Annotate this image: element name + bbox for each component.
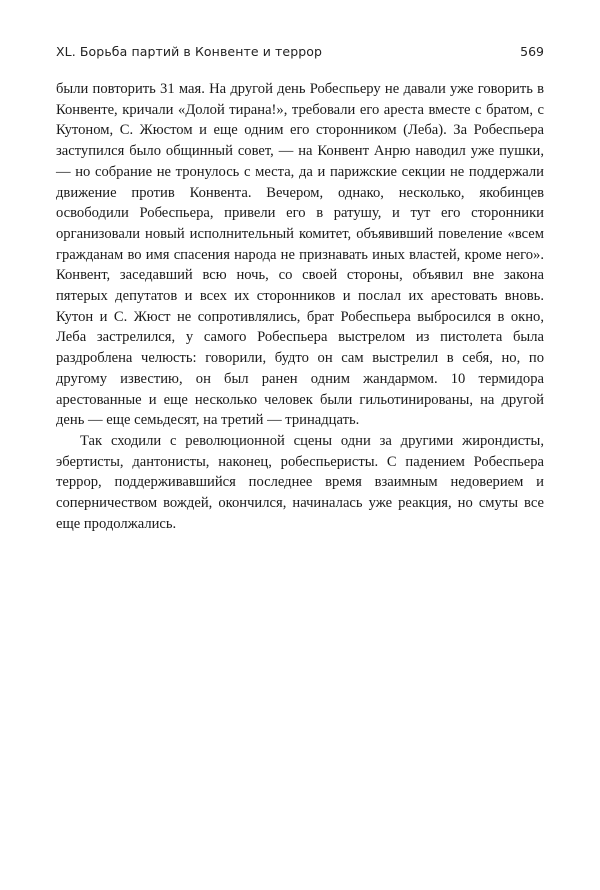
paragraph-continued: были повторить 31 мая. На другой день Робеспьеру не давали уже говорить в Конвенте, кричали «Долой тирана!», требовали его ареста вместе с братом, с Кутоном, С. Жюстом и еще одним его сторонником (Леба). За Робеспьера заступился было общинный совет, — на Конвент Анрю наводил уже пушки, — но собрание не тронулось с места, да и парижские секции не поддержали движение против Конвента. Вечером, однако, несколько, якобинцев освободили Робеспьера, привели его в ратушу, и тут его сторонники организовали новый исполнительный комитет, объявивший повеление «всем гражданам во имя спасения народа не признавать иных властей, кроме него». Конвент, заседавший всю ночь, со своей стороны, объявил вне закона пятерых депутатов и всех их сторонников и послал их арестовать вновь. Кутон и С. Жюст не сопротивлялись, брат Робеспьера выбросился в окно, Леба застрелился, у самого Робеспьера выстрелом из пистолета была раздроблена челюсть: говорили, будто он сам выстрелил в себя, но, по другому известию, он был ранен одним жандармом. 10 термидора арестованные и еще несколько человек были гильотинированы, на другой день — еще семьдесят, на третий — тринадцать. bbox=[56, 81, 544, 429]
running-title: XL. Борьба партий в Конвенте и террор bbox=[56, 44, 323, 59]
running-head bbox=[56, 44, 544, 64]
page-number: 569 bbox=[520, 44, 544, 59]
body-text bbox=[56, 79, 544, 534]
paragraph: Так сходили с революционной сцены одни за другими жирондисты, эбертисты, дантонисты, наконец, робеспьеристы. С падением Робеспьера террор, поддерживавшийся последнее время взаимным недоверием и соперничеством вождей, окончился, начиналась уже реакция, но смуты все еще продолжались. bbox=[56, 432, 544, 532]
